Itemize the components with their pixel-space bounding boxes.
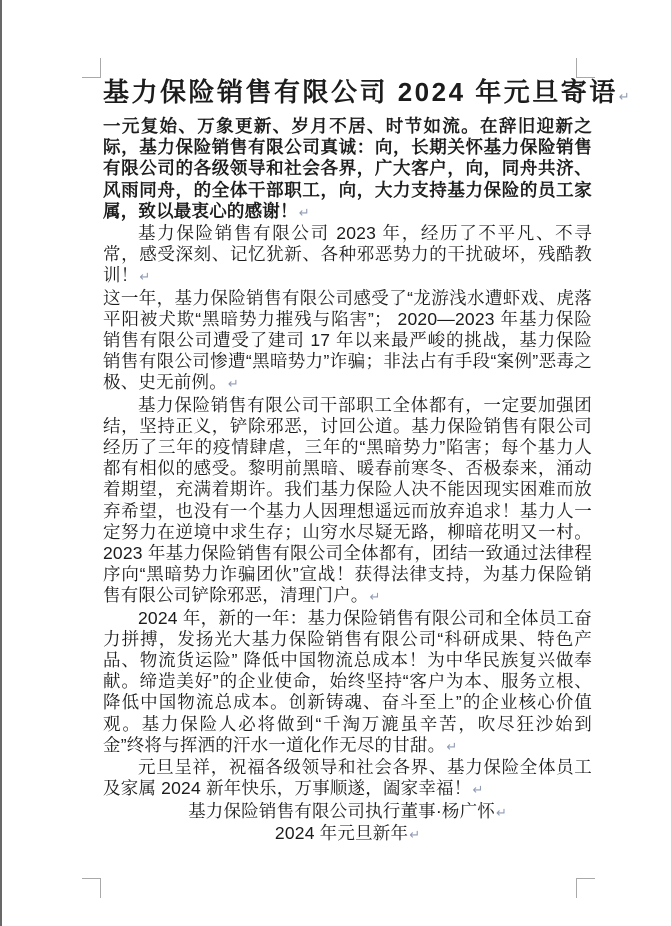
paragraph-text: 2024 年元旦新年 <box>274 822 409 843</box>
paragraph-greeting[interactable] <box>103 116 592 223</box>
document-title-text: 基力保险销售有限公司 2024 年元旦寄语 <box>103 77 618 107</box>
paragraph-dark-forces[interactable] <box>103 288 592 395</box>
paragraph-mark-icon: ↵ <box>496 804 507 820</box>
paragraph-mark-icon: ↵ <box>227 376 239 392</box>
date-line[interactable] <box>103 823 592 845</box>
paragraph-unity[interactable] <box>103 395 592 608</box>
paragraph-mark-icon: ↵ <box>618 89 630 104</box>
paragraph-text: 2024 年，新的一年：基力保险销售有限公司和全体员工奋力拼搏，发扬光大基力保险销售有限公司“科研成果、特色产品、物流货运险” 降低中国物流总成本！为中华民族复兴做奉献。缔造美好”的企业使命，始终坚持“客户为本、服务立根、降低中国物流总成本。创新铸魂、奋斗至上”的企业核心价值观。基力保险人必将做到“千淘万漉虽辛苦，吹尽狂沙始到金”终将与挥洒的汗水一道化作无尽的甘甜。 <box>103 607 592 755</box>
paragraph-2023-review[interactable] <box>103 223 592 288</box>
document-title <box>103 76 630 113</box>
paragraph-text: 这一年，基力保险销售有限公司感受了“龙游浅水遭虾戏、虎落平阳被犬欺“黑暗势力摧残与陷害”； 2020—2023 年基力保险销售有限公司遭受了建司 17 年以来最严峻的挑战，基力保险销售有限公司惨遭“黑暗势力”诈骗；非法占有手段“案例”恶毒之极、史无前例。 <box>103 287 592 393</box>
document-content[interactable] <box>103 76 630 845</box>
page-edge-line <box>0 0 2 926</box>
paragraph-mark-icon: ↵ <box>446 738 458 754</box>
paragraph-text: 元旦呈祥，祝福各级领导和社会各界、基力保险全体员工及家属 2024 新年快乐，万事顺遂，阖家幸福！ <box>103 757 592 799</box>
paragraph-text: 基力保险销售有限公司 2023 年，经历了不平凡、不寻常，感受深刻、记忆犹新、各种邪恶势力的干扰破坏，残酷教训！ <box>103 223 592 286</box>
crop-mark-top-right <box>576 58 595 78</box>
paragraph-mark-icon: ↵ <box>369 589 381 605</box>
paragraph-mark-icon: ↵ <box>139 269 151 285</box>
paragraph-new-year-wishes[interactable] <box>103 757 592 800</box>
signature-line[interactable] <box>103 801 592 823</box>
crop-mark-bottom-right <box>576 878 595 898</box>
crop-mark-bottom-left <box>82 878 101 898</box>
paragraph-mark-icon: ↵ <box>298 204 310 220</box>
paragraph-text: 基力保险销售有限公司执行董事·杨广怀 <box>188 800 496 821</box>
paragraph-text: 基力保险销售有限公司干部职工全体都有，一定要加强团结，坚持正义，铲除邪恶，讨回公道。基力保险销售有限公司经历了三年的疫情肆虐，三年的“黑暗势力”陷害；每个基力人都有相似的感受。黎明前黑暗、暖春前寒冬、否极泰来，涌动着期望，充满着期许。我们基力保险人决不能因现实困难而放弃希望，也没有一个基力人因理想遥远而放弃追求！基力人一定努力在逆境中求生存；山穷水尽疑无路，柳暗花明又一村。2023 年基力保险销售有限公司全体都有，团结一致通过法律程序向“黑暗势力诈骗团伙”宣战！获得法律支持，为基力保险销售有限公司铲除邪恶，清理门户。 <box>103 394 592 606</box>
paragraph-mark-icon: ↵ <box>409 826 421 842</box>
paragraph-mark-icon: ↵ <box>472 782 484 798</box>
paragraph-2024-outlook[interactable] <box>103 608 592 757</box>
crop-mark-top-left <box>82 58 101 78</box>
paragraph-text: 一元复始、万象更新、岁月不居、时节如流。在辞旧迎新之际，基力保险销售有限公司真诚：向，长期关怀基力保险销售有限公司的各级领导和社会各界，广大客户，向，同舟共济、风雨同舟，的全体干部职工，向，大力支持基力保险的员工家属，致以最衷心的感谢！ <box>103 116 592 221</box>
